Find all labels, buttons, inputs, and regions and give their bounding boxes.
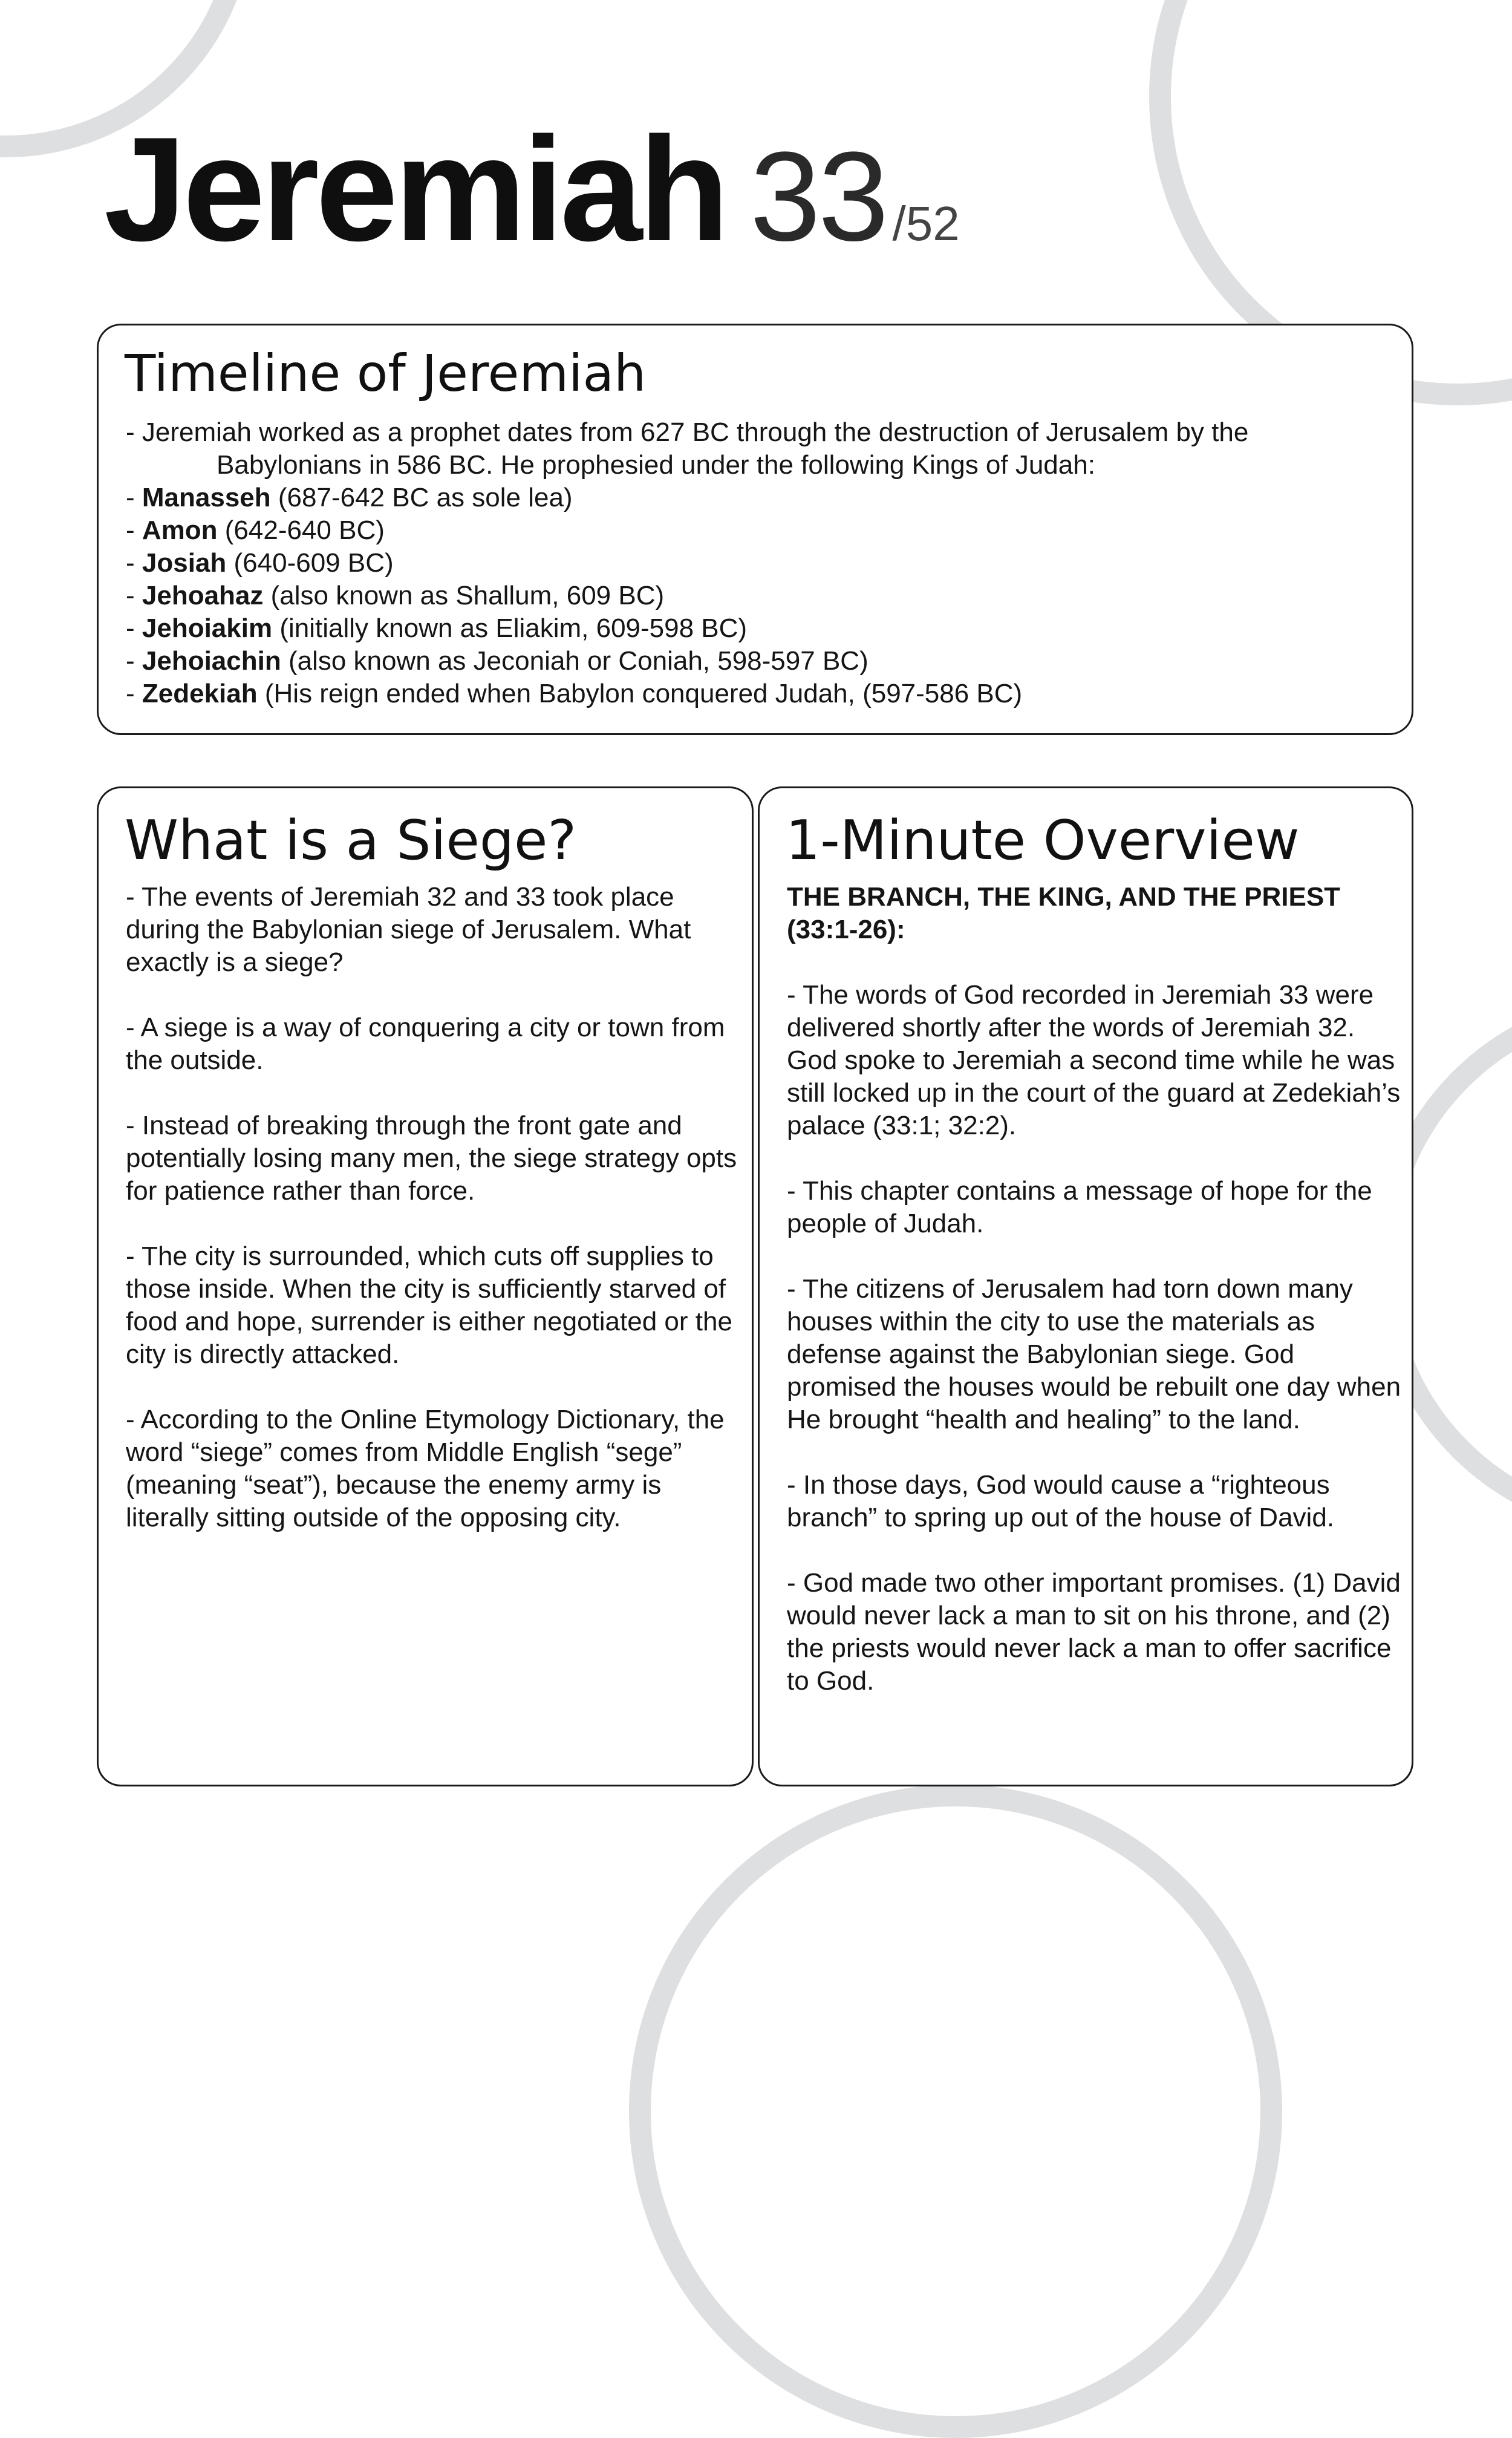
king-item: - Manasseh (687-642 BC as sole lea) [126, 483, 573, 512]
overview-heading: 1-Minute Overview [786, 809, 1300, 872]
king-detail: (also known as Shallum, 609 BC) [263, 581, 665, 610]
overview-paragraph: - In those days, God would cause a “righteous branch” to spring up out of the house of David. [787, 1470, 1335, 1532]
overview-paragraph: - The citizens of Jerusalem had torn down many houses within the city to use the materials as defense against the Babylonian siege. God promised the houses would be rebuilt one day when He brought “health and healing” to the land. [787, 1274, 1401, 1434]
timeline-body [126, 416, 1393, 710]
king-name: Manasseh [142, 483, 271, 512]
timeline-intro-continued: Babylonians in 586 BC. He prophesied under the following Kings of Judah: [217, 450, 1095, 480]
siege-paragraph: - The city is surrounded, which cuts off supplies to those inside. When the city is sufficiently starved of food and hope, surrender is either negotiated or the city is directly attacked. [126, 1241, 732, 1369]
king-item: - Zedekiah (His reign ended when Babylon conquered Judah, (597-586 BC) [126, 679, 1023, 708]
king-name: Zedekiah [142, 679, 258, 708]
timeline-heading: Timeline of Jeremiah [125, 344, 647, 403]
king-item: - Jehoahaz (also known as Shallum, 609 BC) [126, 581, 665, 610]
king-item: - Amon (642-640 BC) [126, 515, 385, 545]
siege-heading: What is a Siege? [125, 809, 577, 872]
king-detail: (642-640 BC) [217, 515, 385, 545]
siege-body [126, 881, 740, 1567]
king-name: Jehoiachin [142, 646, 281, 676]
page-title [104, 106, 960, 272]
book-name: Jeremiah [104, 106, 726, 272]
decorative-ring [629, 1785, 1282, 2438]
king-name: Amon [142, 515, 218, 545]
overview-panel [758, 786, 1413, 1786]
king-name: Jehoiakim [142, 613, 273, 643]
siege-paragraph: - Instead of breaking through the front gate and potentially losing many men, the siege strategy opts for patience rather than force. [126, 1111, 737, 1206]
king-item: - Jehoiachin (also known as Jeconiah or Coniah, 598-597 BC) [126, 646, 868, 676]
overview-subheading: THE BRANCH, THE KING, AND THE PRIEST (33:1-26): [787, 882, 1341, 944]
overview-paragraph: - The words of God recorded in Jeremiah 33 were delivered shortly after the words of Jeremiah 32. God spoke to Jeremiah a second time while he was still locked up in the court of the guard at Zedekiah’s palace (33:1; 32:2). [787, 980, 1401, 1140]
overview-body [787, 881, 1404, 1730]
overview-paragraph: - God made two other important promises. (1) David would never lack a man to sit on his throne, and (2) the priests would never lack a man to offer sacrifice to God. [787, 1568, 1401, 1696]
king-name: Jehoahaz [142, 581, 264, 610]
siege-panel [97, 786, 754, 1786]
timeline-intro: - Jeremiah worked as a prophet dates from 627 BC through the destruction of Jerusalem by the [126, 417, 1249, 447]
king-detail: (His reign ended when Babylon conquered Judah, (597-586 BC) [257, 679, 1023, 708]
timeline-panel [97, 324, 1413, 735]
siege-paragraph: - The events of Jeremiah 32 and 33 took place during the Babylonian siege of Jerusalem. What exactly is a siege? [126, 882, 691, 977]
overview-paragraph: - This chapter contains a message of hope for the people of Judah. [787, 1176, 1372, 1238]
king-detail: (640-609 BC) [226, 548, 394, 578]
king-detail: (also known as Jeconiah or Coniah, 598-597 BC) [281, 646, 868, 676]
chapter-total: /52 [892, 197, 960, 250]
king-item: - Jehoiakim (initially known as Eliakim, 609-598 BC) [126, 613, 748, 643]
siege-paragraph: - According to the Online Etymology Dictionary, the word “siege” comes from Middle English “sege” (meaning “seat”), because the enemy army is literally sitting outside of the opposing city. [126, 1405, 725, 1532]
king-name: Josiah [142, 548, 227, 578]
siege-paragraph: - A siege is a way of conquering a city or town from the outside. [126, 1013, 725, 1075]
king-detail: (initially known as Eliakim, 609-598 BC) [272, 613, 748, 643]
chapter-number: 33 [749, 125, 887, 267]
king-detail: (687-642 BC as sole lea) [270, 483, 573, 512]
king-item: - Josiah (640-609 BC) [126, 548, 394, 578]
